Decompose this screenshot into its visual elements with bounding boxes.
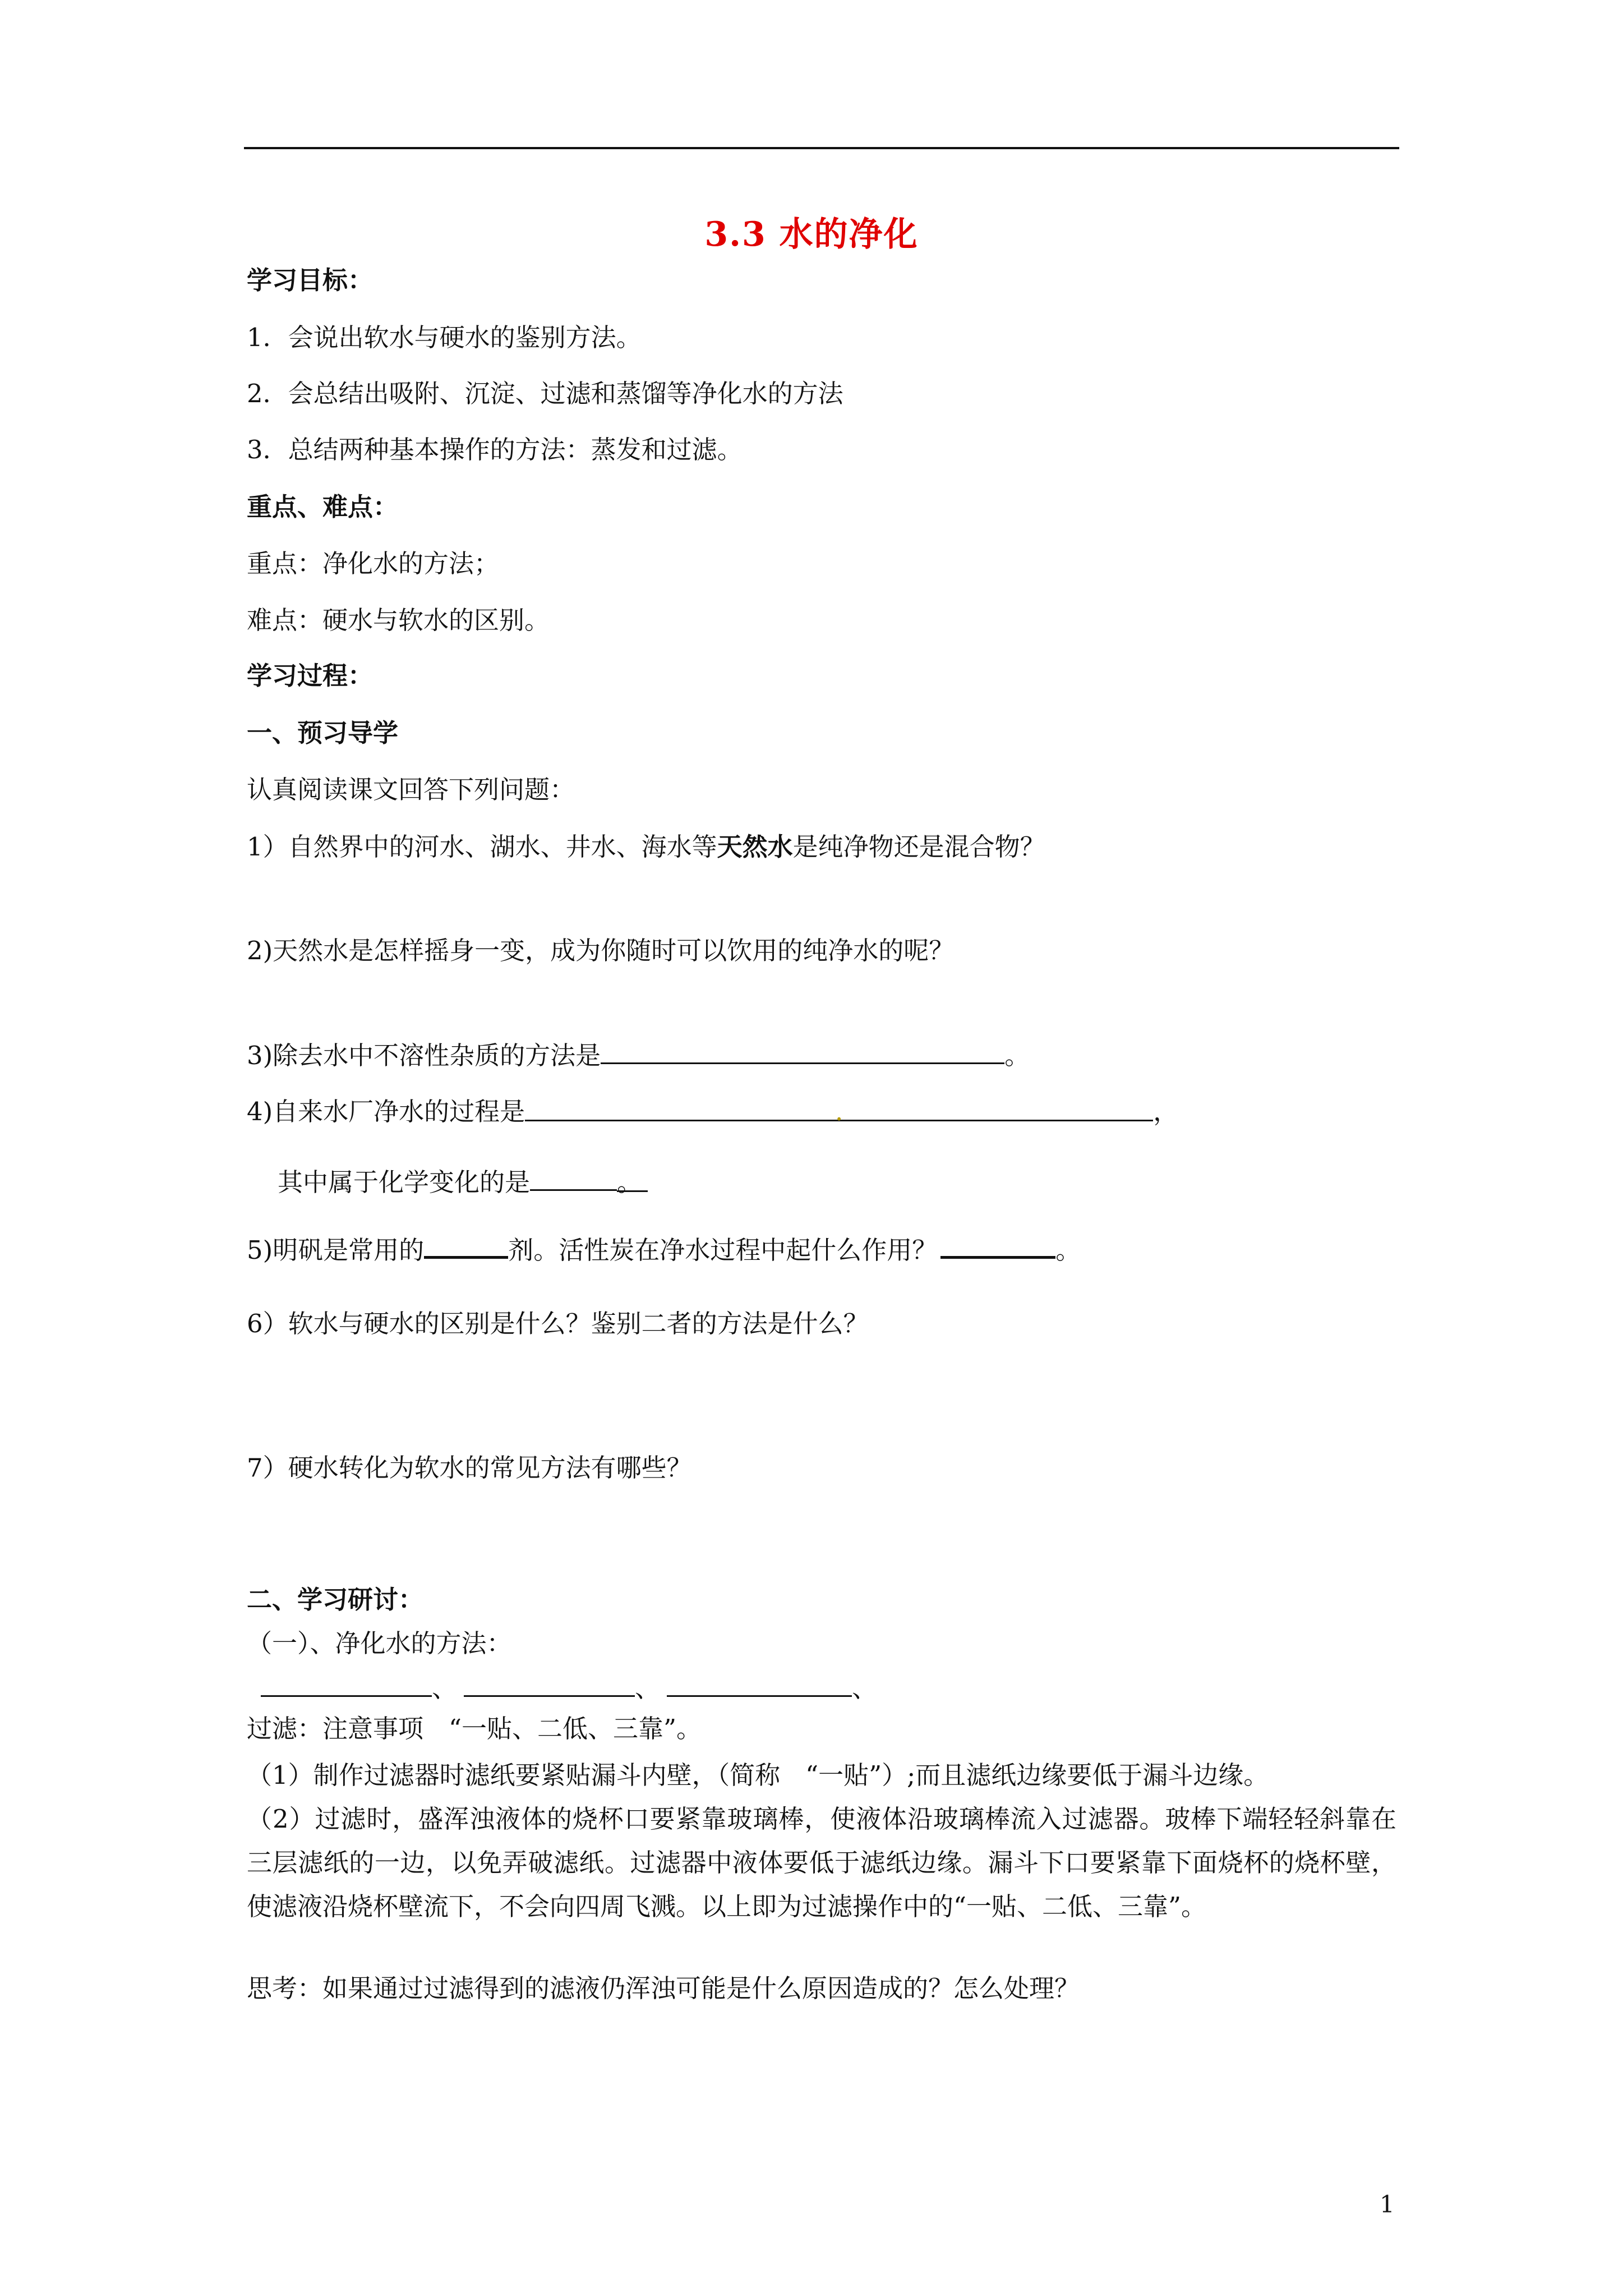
question-5-post: 。: [1055, 1235, 1081, 1265]
question-1-pre: 1）自然界中的河水、湖水、井水、海水等: [247, 832, 717, 862]
difficulty-line: 难点：硬水与软水的区别。: [247, 605, 550, 635]
question-4: [247, 1095, 1178, 1129]
preview-heading: 一、预习导学: [247, 718, 399, 748]
page-number: 1: [1380, 2191, 1395, 2218]
question-1-bold: 天然水: [717, 832, 793, 862]
method-blank-3[interactable]: [667, 1671, 852, 1697]
objectives-heading: 学习目标：: [247, 265, 374, 295]
question-2: 2)天然水是怎样摇身一变，成为你随时可以饮用的纯净水的呢？: [247, 936, 955, 965]
focus-line: 重点：净化水的方法；: [247, 549, 500, 578]
study-sub-heading: （一）、净化水的方法：: [247, 1628, 512, 1658]
question-3-pre: 3)除去水中不溶性杂质的方法是: [247, 1041, 601, 1070]
question-4b-blank[interactable]: [530, 1165, 617, 1191]
preview-intro: 认真阅读课文回答下列问题：: [247, 775, 575, 804]
question-4b: [278, 1165, 648, 1199]
question-6: 6）软水与硬水的区别是什么？鉴别二者的方法是什么？: [247, 1309, 869, 1338]
filter-paragraph-1: （1）制作过滤器时滤纸要紧贴漏斗内壁，（简称 “一贴”）;而且滤纸边缘要低于漏斗边缘。: [247, 1760, 1269, 1790]
methods-blanks: [261, 1671, 877, 1705]
header-rule: [244, 147, 1399, 149]
question-5-pre: 5)明矾是常用的: [247, 1235, 425, 1265]
question-3: [247, 1038, 1030, 1073]
question-1: [247, 830, 1045, 864]
think-question: 思考：如果通过过滤得到的滤液仍浑浊可能是什么原因造成的？怎么处理？: [247, 1973, 1080, 2003]
objective-item-1: 1．会说出软水与硬水的鉴别方法。: [247, 323, 642, 352]
question-5-mid: 剂。活性炭在净水过程中起什么作用？: [508, 1235, 938, 1265]
question-5: [247, 1231, 1081, 1267]
question-3-post: 。: [1004, 1041, 1030, 1070]
question-4-pre: 4)自来水厂净水的过程是: [247, 1097, 525, 1126]
question-4-post: ，: [1153, 1097, 1179, 1126]
question-7: 7）硬水转化为软水的常见方法有哪些？: [247, 1453, 692, 1483]
question-4-dot: .: [835, 1097, 843, 1126]
method-sep-1: 、: [432, 1673, 458, 1703]
study-heading: 二、学习研讨：: [247, 1585, 424, 1614]
objective-item-2: 2．会总结出吸附、沉淀、过滤和蒸馏等净化水的方法: [247, 379, 843, 408]
question-5-blank-2[interactable]: [940, 1231, 1055, 1259]
key-points-heading: 重点、难点：: [247, 492, 399, 522]
objective-item-3: 3．总结两种基本操作的方法：蒸发和过滤。: [247, 435, 743, 464]
question-3-blank[interactable]: [601, 1038, 1004, 1064]
method-blank-1[interactable]: [261, 1671, 432, 1697]
method-sep-2: 、: [635, 1673, 661, 1703]
question-5-blank-1[interactable]: [424, 1231, 508, 1259]
question-4-blank[interactable]: [525, 1095, 1153, 1126]
method-sep-3: 、: [852, 1673, 878, 1703]
method-blank-2[interactable]: [464, 1671, 635, 1697]
filter-paragraph-2: （2）过滤时，盛浑浊液体的烧杯口要紧靠玻璃棒，使液体沿玻璃棒流入过滤器。玻棒下端轻轻斜靠在三层滤纸的一边，以免弄破滤纸。过滤器中液体要低于滤纸边缘。漏斗下口要紧靠下面烧杯的烧杯壁，使滤液沿烧杯壁流下，不会向四周飞溅。以上即为过滤操作中的“一贴、二低、三靠”。: [247, 1804, 1396, 1921]
question-4b-pre: 其中属于化学变化的是: [278, 1167, 531, 1197]
filter-note: 过滤：注意事项 “一贴、二低、三靠”。: [247, 1714, 702, 1743]
question-4b-post: 。: [617, 1166, 648, 1192]
question-1-post: 是纯净物还是混合物？: [792, 832, 1045, 862]
process-heading: 学习过程：: [247, 661, 374, 691]
page-title: 3.3 水的净化: [704, 215, 919, 254]
